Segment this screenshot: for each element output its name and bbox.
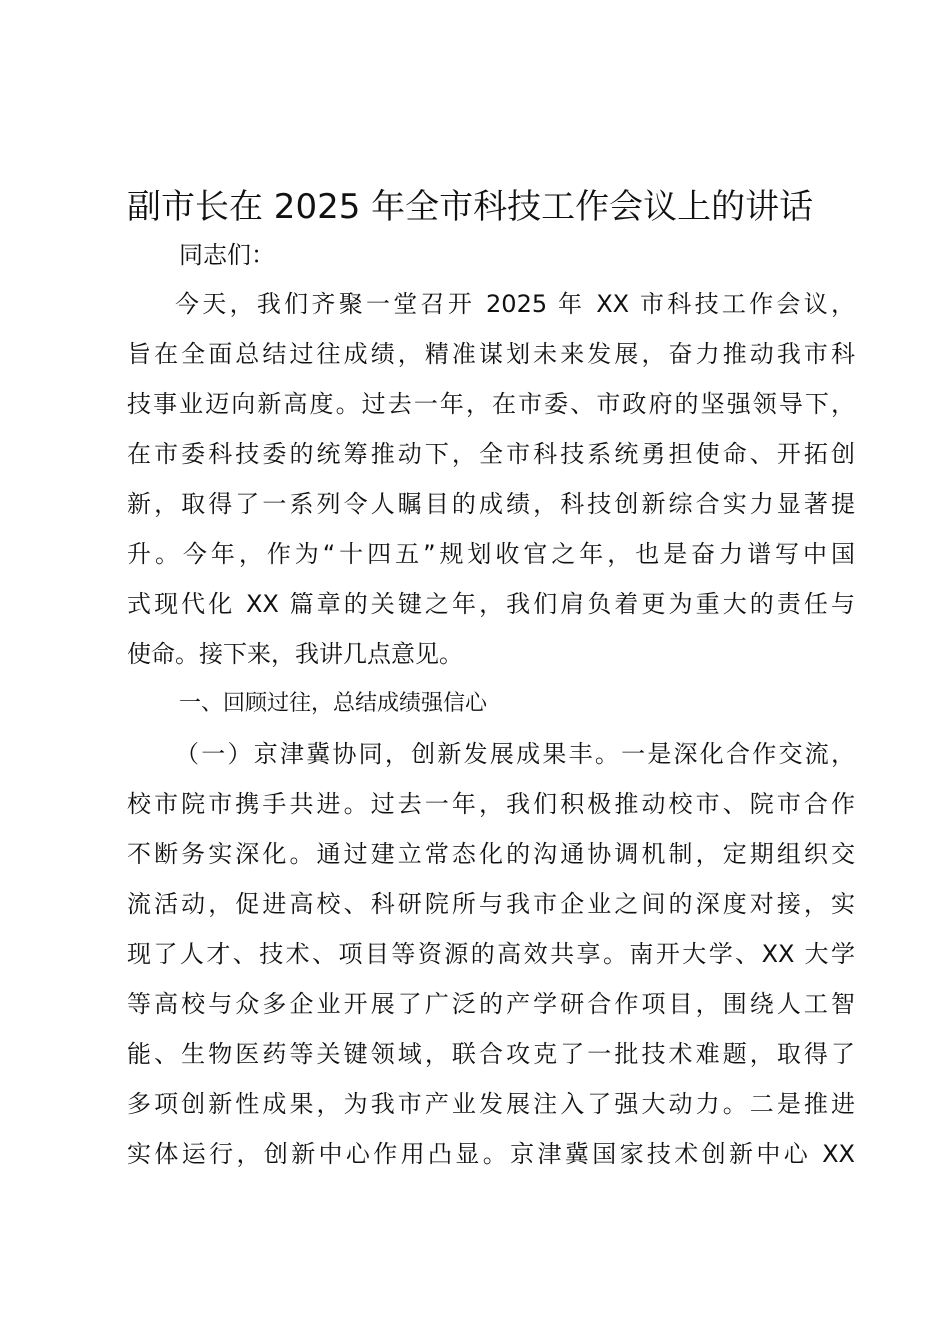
paragraph-intro: [127, 279, 855, 679]
paragraph-line: 使命。接下来，我讲几点意见。: [127, 640, 463, 668]
paragraph-line: 现了人才、技术、项目等资源的高效共享。南开大学、XX 大学: [127, 940, 855, 968]
paragraph-line: 实体运行，创新中心作用凸显。京津冀国家技术创新中心 XX: [127, 1140, 855, 1168]
document-title: 副市长在 2025 年全市科技工作会议上的讲话: [127, 187, 814, 227]
paragraph-line: 等高校与众多企业开展了广泛的产学研合作项目，围绕人工智: [127, 990, 855, 1018]
paragraph-line: 校市院市携手共进。过去一年，我们积极推动校市、院市合作: [127, 790, 855, 818]
paragraph-line: 新，取得了一系列令人瞩目的成绩，科技创新综合实力显著提: [127, 490, 855, 518]
salutation: 同志们：: [179, 241, 275, 269]
paragraph-line: 流活动，促进高校、科研院所与我市企业之间的深度对接，实: [127, 890, 855, 918]
paragraph-line: 旨在全面总结过往成绩，精准谋划未来发展，奋力推动我市科: [127, 340, 855, 368]
paragraph-line: 技事业迈向新高度。过去一年，在市委、市政府的坚强领导下，: [127, 390, 855, 418]
paragraph-line: 多项创新性成果，为我市产业发展注入了强大动力。二是推进: [127, 1090, 855, 1118]
paragraph-section-one: [127, 729, 855, 1179]
paragraph-line: 升。今年，作为“十四五”规划收官之年，也是奋力谱写中国: [127, 540, 855, 568]
section-heading: 一、回顾过往，总结成绩强信心: [179, 691, 488, 716]
paragraph-line: 式现代化 XX 篇章的关键之年，我们肩负着更为重大的责任与: [127, 590, 855, 618]
paragraph-line: 在市委科技委的统筹推动下，全市科技系统勇担使命、开拓创: [127, 440, 855, 468]
paragraph-line: （一）京津冀协同，创新发展成果丰。一是深化合作交流，: [175, 740, 855, 768]
paragraph-line: 不断务实深化。通过建立常态化的沟通协调机制，定期组织交: [127, 840, 855, 868]
paragraph-line: 今天，我们齐聚一堂召开 2025 年 XX 市科技工作会议，: [175, 290, 855, 318]
paragraph-line: 能、生物医药等关键领域，联合攻克了一批技术难题，取得了: [127, 1040, 855, 1068]
